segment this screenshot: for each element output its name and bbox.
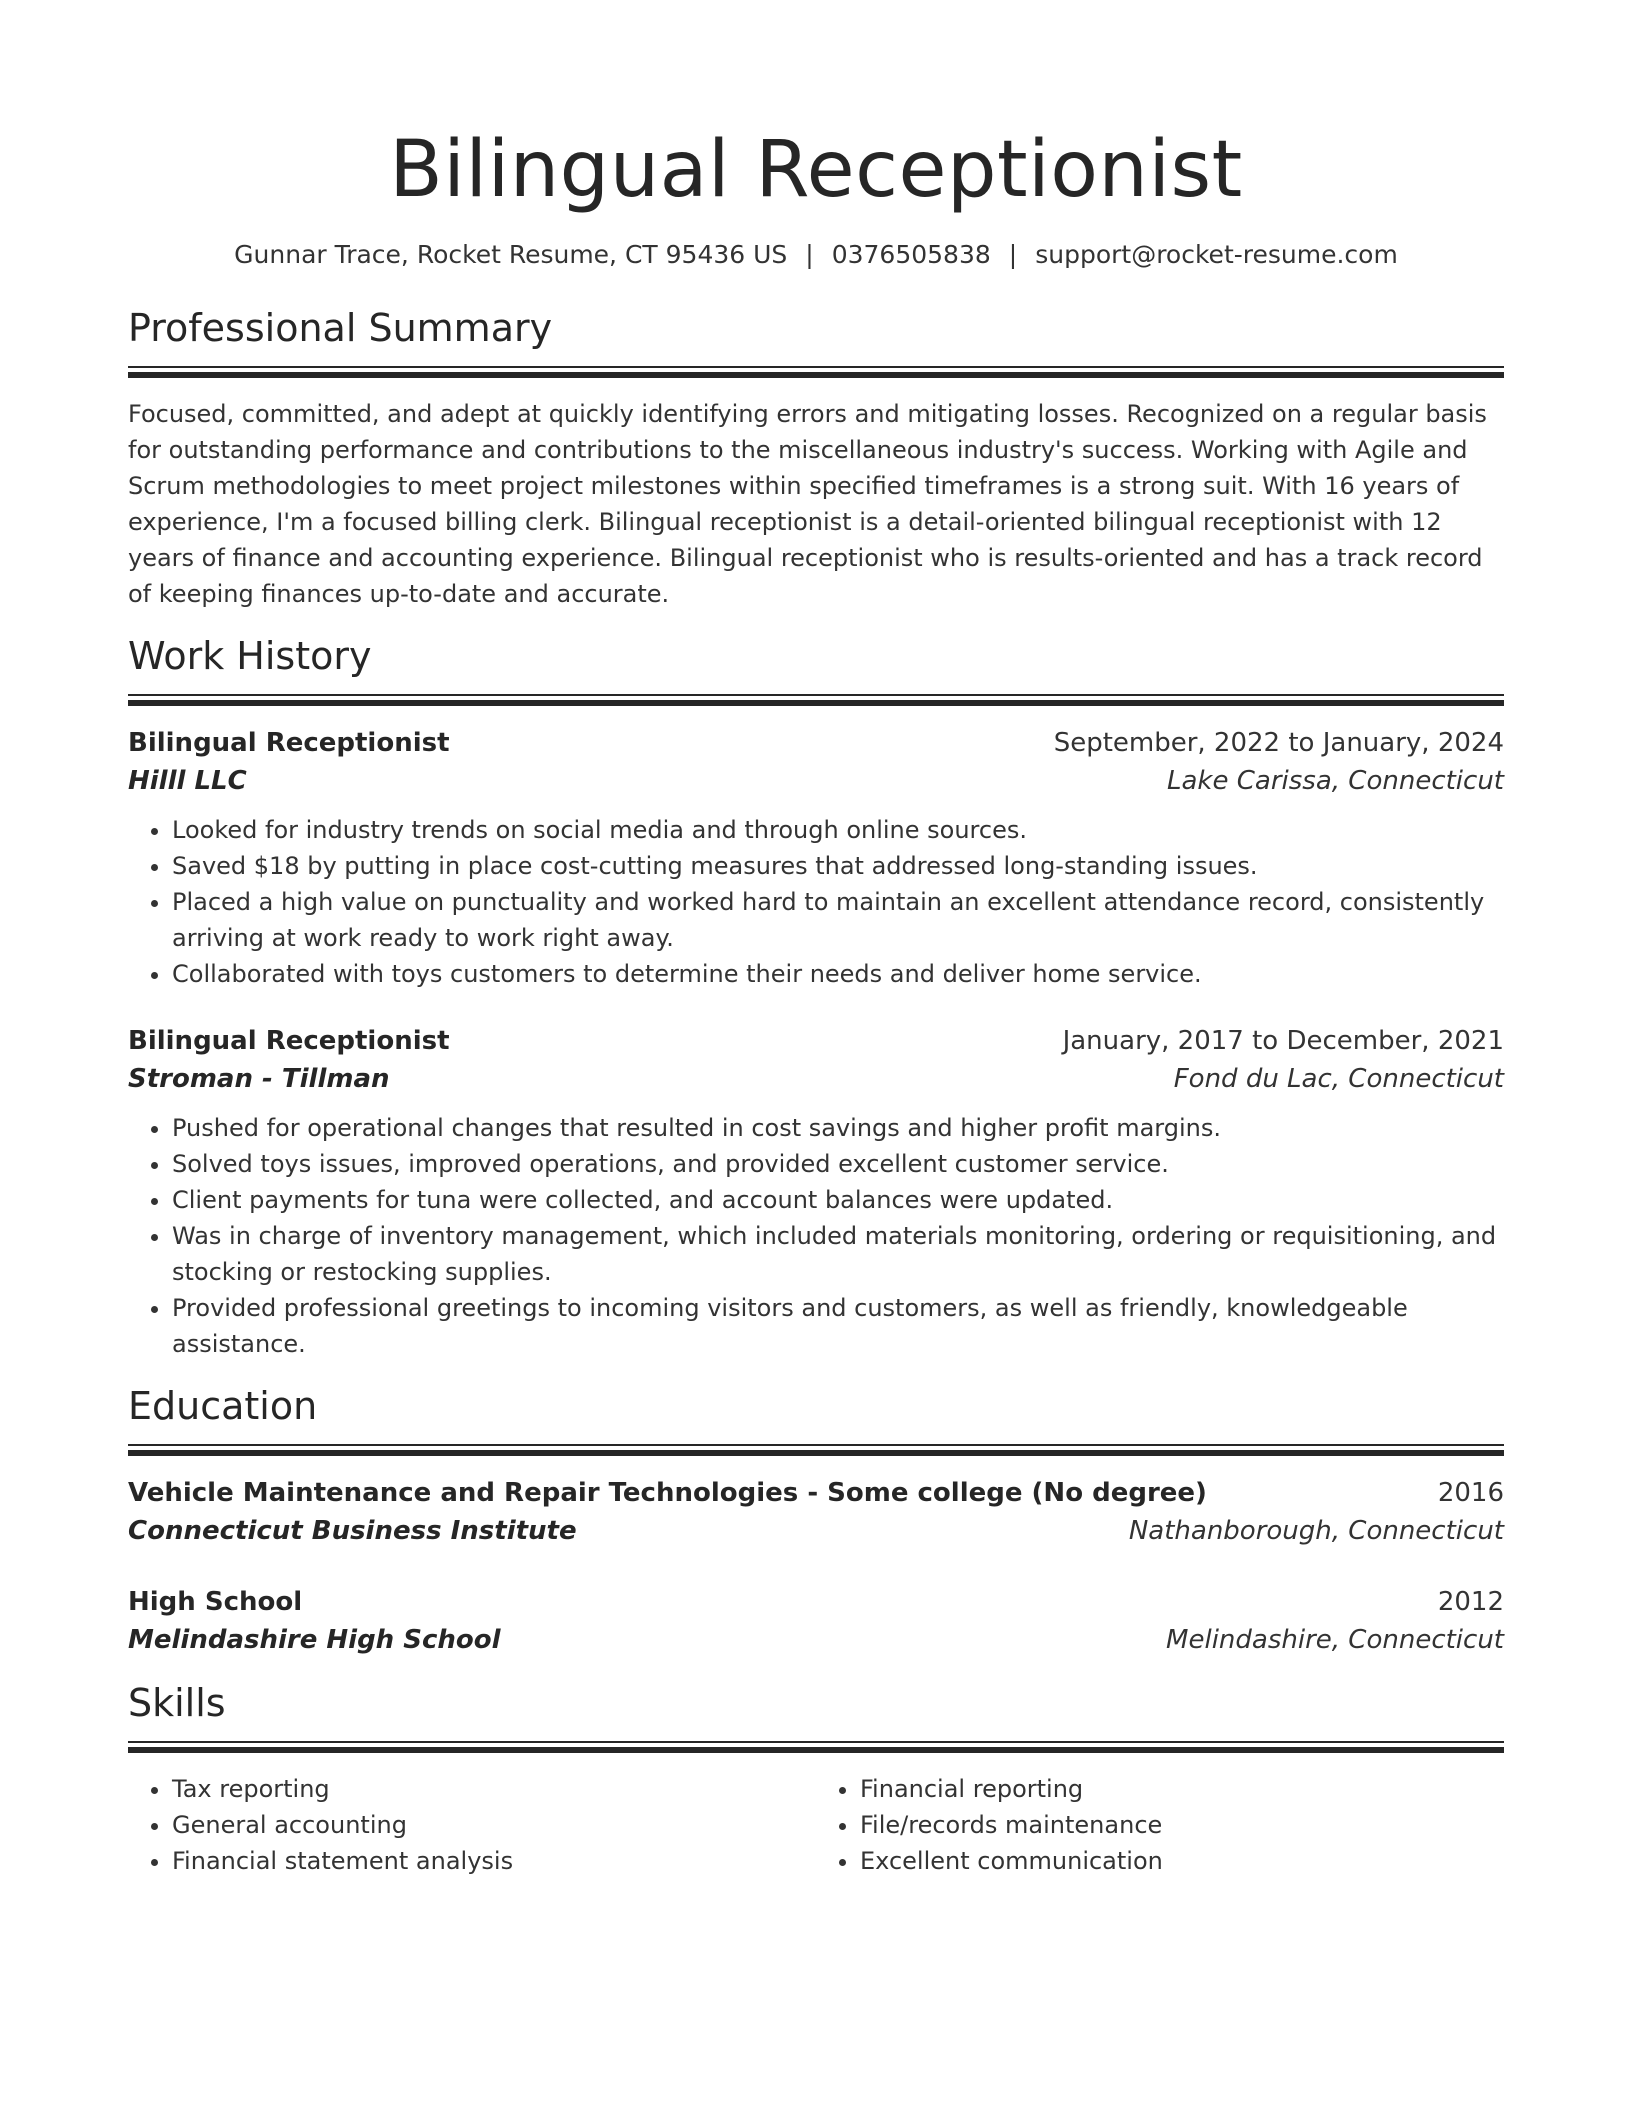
job-company: Stroman - Tillman (128, 1064, 390, 1094)
list-item: • Solved toys issues, improved operations, and provided excellent customer service. (172, 1146, 1504, 1182)
job-company: Hilll LLC (128, 766, 247, 796)
section-divider (128, 366, 1504, 378)
summary-text: Focused, committed, and adept at quickly identifying errors and mitigating losses. Recognized on a regular basis for outstanding performance and contributions to the miscellaneous industry's success. Working with Agile and Scrum methodologies to meet project milestones within specified timeframes is a strong suit. With 16 years of experience, I'm a focused billing clerk. Bilingual receptionist is a detail-oriented bilingual receptionist with 12 years of finance and accounting experience. Bilingual receptionist who is results-oriented and has a track record of keeping finances up-to-date and accurate. (128, 400, 1487, 608)
resume-title: Bilingual Receptionist (389, 125, 1243, 215)
education-school: Melindashire High School (128, 1625, 501, 1655)
job-dates: January, 2017 to December, 2021 (1062, 1026, 1504, 1056)
job-bullets (128, 1110, 1504, 1362)
education-subheader (128, 1512, 1504, 1550)
list-item: • Was in charge of inventory management, which included materials monitoring, ordering or requisitioning, and stocking or restocking supplies. (172, 1218, 1504, 1290)
education-subheader (128, 1621, 1504, 1659)
skill-item: • Excellent communication (860, 1843, 1504, 1879)
education-header (128, 1583, 1504, 1621)
education-degree: High School (128, 1587, 303, 1617)
job-header (128, 724, 1504, 762)
job-entry (128, 724, 1504, 992)
list-item: • Looked for industry trends on social media and through online sources. (172, 812, 1504, 848)
skills-list-right (816, 1771, 1504, 1879)
section-title-summary: Professional Summary (128, 306, 553, 350)
section-title-education: Education (128, 1384, 318, 1428)
contact-phone: 0376505838 (831, 240, 991, 269)
education-location: Nathanborough, Connecticut (1128, 1516, 1504, 1546)
work-section (128, 632, 1504, 1362)
education-year: 2016 (1437, 1478, 1504, 1508)
contact-separator: | (805, 240, 814, 269)
list-item: • Saved $18 by putting in place cost-cutting measures that addressed long-standing issues. (172, 848, 1504, 884)
section-title-skills: Skills (128, 1681, 226, 1725)
skill-item: • Financial reporting (860, 1771, 1504, 1807)
skills-list-left (128, 1771, 816, 1879)
job-entry (128, 1022, 1504, 1362)
contact-line (128, 238, 1504, 272)
list-item: • Client payments for tuna were collected, and account balances were updated. (172, 1182, 1504, 1218)
skills-columns (128, 1771, 1504, 1879)
skill-item: • Financial statement analysis (172, 1843, 816, 1879)
job-location: Lake Carissa, Connecticut (1167, 766, 1504, 796)
skills-section (128, 1679, 1504, 1879)
job-header (128, 1022, 1504, 1060)
education-school: Connecticut Business Institute (128, 1516, 577, 1546)
education-entry (128, 1474, 1504, 1550)
education-entry (128, 1583, 1504, 1659)
job-subheader (128, 762, 1504, 800)
education-year: 2012 (1437, 1587, 1504, 1617)
job-location: Fond du Lac, Connecticut (1173, 1064, 1504, 1094)
section-divider (128, 1741, 1504, 1753)
skill-item: • Tax reporting (172, 1771, 816, 1807)
education-degree: Vehicle Maintenance and Repair Technologies - Some college (No degree) (128, 1478, 1207, 1508)
contact-separator: | (1008, 240, 1018, 269)
skill-item: • General accounting (172, 1807, 816, 1843)
job-role: Bilingual Receptionist (128, 728, 450, 758)
list-item: • Collaborated with toys customers to determine their needs and deliver home service. (172, 956, 1504, 992)
job-dates: September, 2022 to January, 2024 (1053, 728, 1504, 758)
contact-address: Gunnar Trace, Rocket Resume, CT 95436 US (234, 240, 788, 269)
education-section (128, 1382, 1504, 1659)
education-location: Melindashire, Connecticut (1166, 1625, 1504, 1655)
skill-item: • File/records maintenance (860, 1807, 1504, 1843)
section-divider (128, 694, 1504, 706)
list-item: • Placed a high value on punctuality and worked hard to maintain an excellent attendance record, consistently arriving at work ready to work right away. (172, 884, 1504, 956)
section-title-work: Work History (128, 634, 372, 678)
job-role: Bilingual Receptionist (128, 1026, 450, 1056)
job-bullets (128, 812, 1504, 992)
job-subheader (128, 1060, 1504, 1098)
education-header (128, 1474, 1504, 1512)
list-item: • Provided professional greetings to incoming visitors and customers, as well as friendly, knowledgeable assistance. (172, 1290, 1504, 1362)
contact-email: support@rocket-resume.com (1035, 240, 1398, 269)
section-divider (128, 1444, 1504, 1456)
summary-section (128, 304, 1504, 612)
list-item: • Pushed for operational changes that resulted in cost savings and higher profit margins. (172, 1110, 1504, 1146)
